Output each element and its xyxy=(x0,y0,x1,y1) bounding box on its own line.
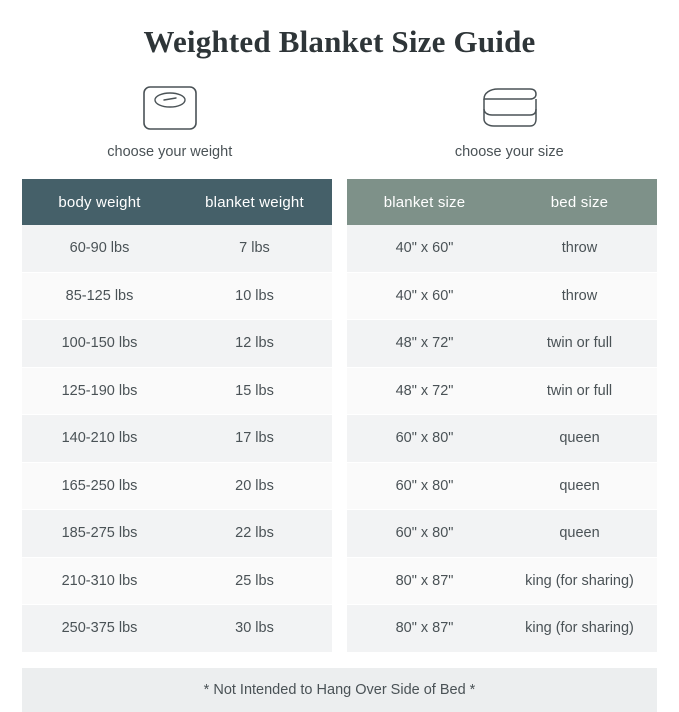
body-weight-table-body xyxy=(22,225,332,652)
size-icon-group xyxy=(340,82,679,160)
cell-body-weight: 60-90 lbs xyxy=(22,225,177,272)
icon-captions-row xyxy=(0,82,679,160)
cell-bed-size: queen xyxy=(502,462,657,510)
body-weight-table xyxy=(22,179,332,653)
table-row xyxy=(22,272,332,320)
blanket-size-table-head xyxy=(347,179,657,225)
tables-container xyxy=(0,179,679,653)
cell-body-weight: 125-190 lbs xyxy=(22,367,177,415)
table-header-row xyxy=(347,179,657,225)
column-header-blanket-size: blanket size xyxy=(347,179,502,225)
weight-icon-group xyxy=(0,82,340,160)
cell-blanket-weight: 30 lbs xyxy=(177,605,332,653)
cell-blanket-size: 40" x 60" xyxy=(347,225,502,272)
bathroom-scale-icon xyxy=(142,82,198,134)
cell-bed-size: twin or full xyxy=(502,320,657,368)
table-row xyxy=(22,605,332,653)
cell-bed-size: throw xyxy=(502,272,657,320)
cell-bed-size: king (for sharing) xyxy=(502,605,657,653)
table-row xyxy=(347,272,657,320)
cell-body-weight: 100-150 lbs xyxy=(22,320,177,368)
cell-blanket-weight: 17 lbs xyxy=(177,415,332,463)
cell-blanket-size: 40" x 60" xyxy=(347,272,502,320)
table-row xyxy=(22,510,332,558)
page-title: Weighted Blanket Size Guide xyxy=(0,0,679,60)
cell-blanket-size: 48" x 72" xyxy=(347,367,502,415)
cell-blanket-weight: 7 lbs xyxy=(177,225,332,272)
cell-body-weight: 185-275 lbs xyxy=(22,510,177,558)
cell-blanket-size: 60" x 80" xyxy=(347,462,502,510)
cell-blanket-size: 80" x 87" xyxy=(347,605,502,653)
cell-blanket-weight: 12 lbs xyxy=(177,320,332,368)
blanket-size-table xyxy=(347,179,657,653)
cell-body-weight: 165-250 lbs xyxy=(22,462,177,510)
weight-icon-caption: choose your weight xyxy=(107,144,232,160)
cell-blanket-size: 60" x 80" xyxy=(347,415,502,463)
cell-bed-size: throw xyxy=(502,225,657,272)
cell-body-weight: 140-210 lbs xyxy=(22,415,177,463)
table-row xyxy=(347,557,657,605)
cell-blanket-size: 48" x 72" xyxy=(347,320,502,368)
table-row xyxy=(347,225,657,272)
folded-blanket-icon xyxy=(478,82,540,134)
cell-body-weight: 250-375 lbs xyxy=(22,605,177,653)
table-row xyxy=(347,415,657,463)
blanket-size-table-body xyxy=(347,225,657,652)
table-row xyxy=(347,367,657,415)
cell-bed-size: queen xyxy=(502,510,657,558)
cell-blanket-weight: 25 lbs xyxy=(177,557,332,605)
body-weight-table-head xyxy=(22,179,332,225)
cell-blanket-weight: 20 lbs xyxy=(177,462,332,510)
table-row xyxy=(22,367,332,415)
cell-blanket-weight: 10 lbs xyxy=(177,272,332,320)
size-icon-caption: choose your size xyxy=(455,144,564,160)
table-row xyxy=(22,415,332,463)
table-row xyxy=(22,462,332,510)
table-row xyxy=(22,557,332,605)
cell-blanket-weight: 15 lbs xyxy=(177,367,332,415)
table-row xyxy=(347,510,657,558)
cell-blanket-weight: 22 lbs xyxy=(177,510,332,558)
table-row xyxy=(347,320,657,368)
table-row xyxy=(347,462,657,510)
cell-blanket-size: 60" x 80" xyxy=(347,510,502,558)
column-header-body-weight: body weight xyxy=(22,179,177,225)
table-row xyxy=(347,605,657,653)
table-header-row xyxy=(22,179,332,225)
cell-bed-size: twin or full xyxy=(502,367,657,415)
table-row xyxy=(22,320,332,368)
cell-body-weight: 85-125 lbs xyxy=(22,272,177,320)
column-header-blanket-weight: blanket weight xyxy=(177,179,332,225)
cell-bed-size: queen xyxy=(502,415,657,463)
footnote: * Not Intended to Hang Over Side of Bed * xyxy=(22,668,657,712)
cell-bed-size: king (for sharing) xyxy=(502,557,657,605)
column-header-bed-size: bed size xyxy=(502,179,657,225)
cell-blanket-size: 80" x 87" xyxy=(347,557,502,605)
table-row xyxy=(22,225,332,272)
cell-body-weight: 210-310 lbs xyxy=(22,557,177,605)
